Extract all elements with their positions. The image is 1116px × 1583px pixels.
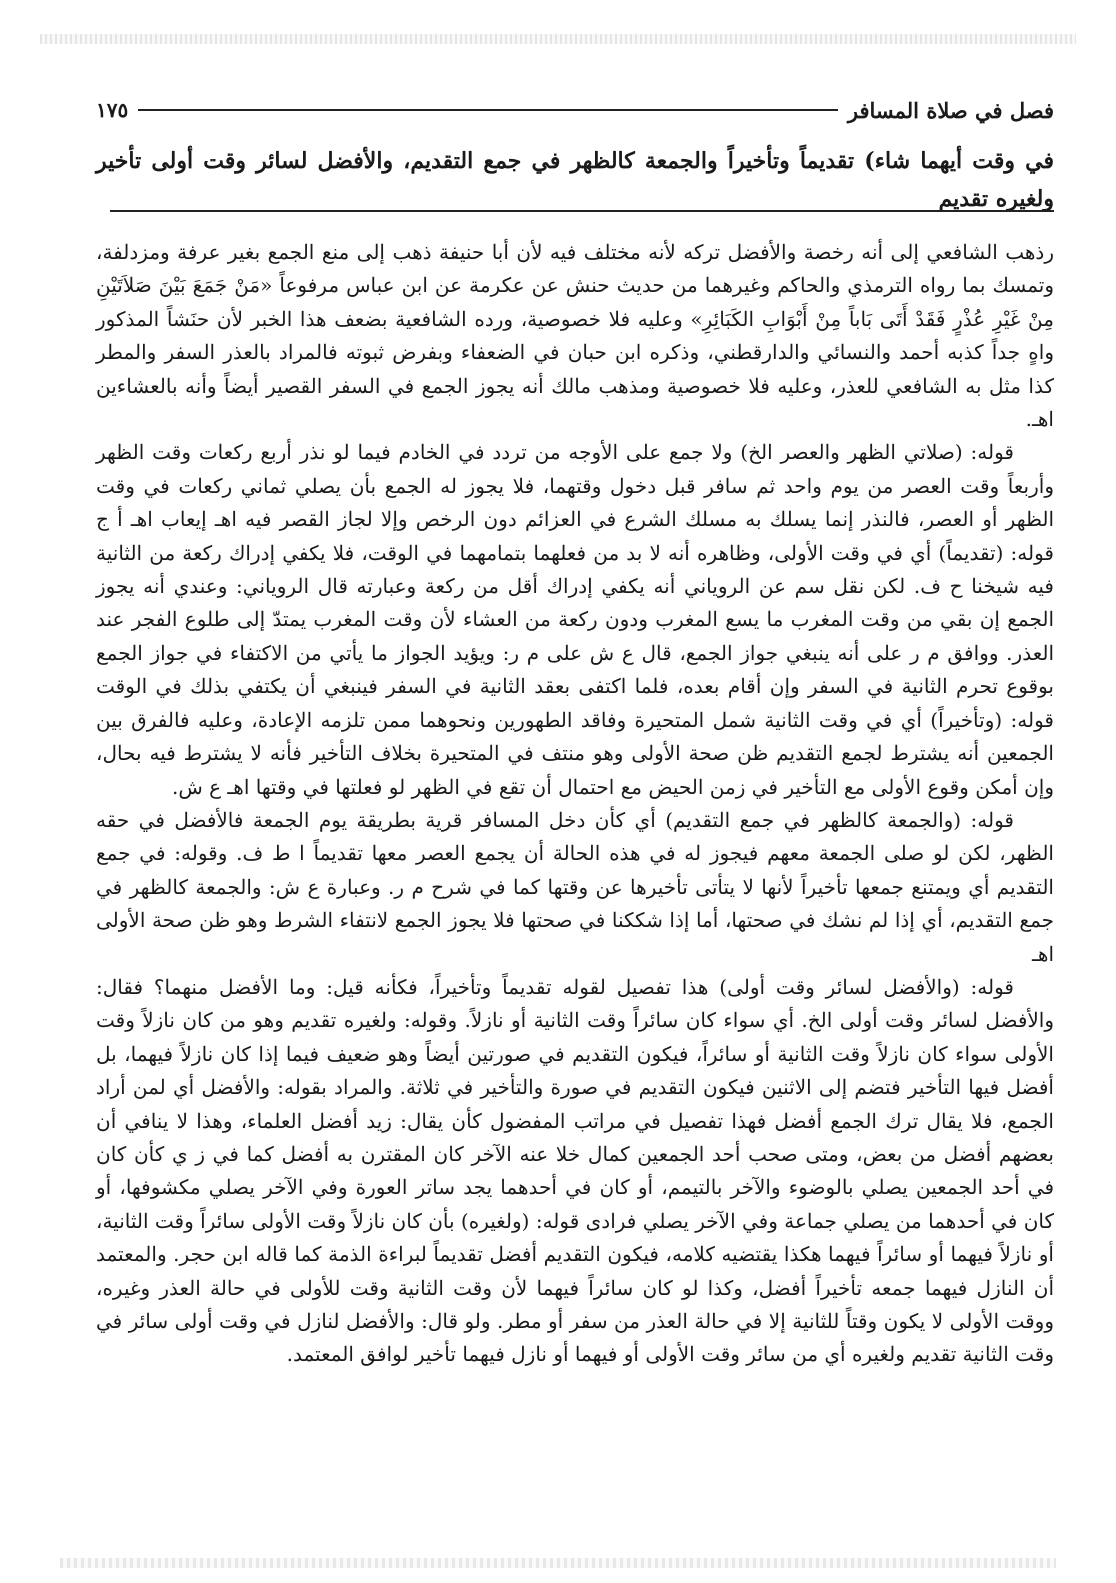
- commentary-paragraph: قوله: (والأفضل لسائر وقت أولى) هذا تفصيل لقوله تقديماً وتأخيراً، فكأنه قيل: وما الأفضل منهما؟ فقال: والأفضل لسائر وقت أولى الخ. أي سواء كان سائراً وقت الثانية أو نازلاً. وقوله: ولغيره تقديم وهو من كان نازلاً وقت الأولى سواء كان نازلاً وقت الثانية أو سائراً، فيكون التقديم في صورتين أيضاً وهو ضعيف فيما إذا كان نازلاً فيهما، بل أفضل فيها التأخير فتضم إلى الاثنين فيكون التقديم في صورة والتأخير في ثلاثة. والمراد بقوله: والأفضل أي لمن أراد الجمع، فلا يقال ترك الجمع أفضل فهذا تفصيل في مراتب المفضول كأن يقال: زيد أفضل العلماء، وهذا لا ينافي أن بعضهم أفضل من بعض، ومتى صحب أحد الجمعين كمال خلا عنه الآخر كان المقترن به أفضل كما في ز ي كأن كان في أحد الجمعين يصلي بالوضوء والآخر بالتيمم، أو كان في أحدهما يجد ساتر العورة وفي الآخر يصلي مكشوفها، أو كان في أحدهما من يصلي جماعة وفي الآخر يصلي فرادى قوله: (ولغيره) بأن كان نازلاً وقت الأولى سائراً وقت الثانية، أو نازلاً فيهما أو سائراً فيهما هكذا يقتضيه كلامه، فيكون التقديم أفضل تقديماً لبراءة الذمة كما قاله ابن حجر. والمعتمد أن النازل فيهما جمعه تأخيراً أفضل، وكذا لو كان سائراً فيهما لأن وقت الثانية وقت للأولى في حالة العذر وغيره، ووقت الأولى لا يكون وقتاً للثانية إلا في حالة العذر من سفر أو مطر. ولو قال: والأفضل لنازل في وقت أولى سائر في وقت الثانية تقديم ولغيره أي من سائر وقت الأولى أو فيهما أو نازل فيهما تأخير لوافق المعتمد.: [96, 974, 1055, 1367]
- scan-edge-top: [40, 34, 1076, 44]
- scan-edge-bottom: [60, 1558, 1056, 1568]
- main-text-divider: [110, 210, 1054, 212]
- page-number: ١٧٥: [96, 98, 129, 122]
- main-text: في وقت أيهما شاء) تقديماً وتأخيراً والجمعة كالظهر في جمع التقديم، والأفضل لسائر وقت أولى تأخير ولغيره تقديم: [96, 148, 1054, 212]
- commentary-paragraph: رذهب الشافعي إلى أنه رخصة والأفضل تركه لأنه مختلف فيه لأن أبا حنيفة ذهب إلى منع الجمع بغير عرفة ومزدلفة، وتمسك بما رواه الترمذي والحاكم وغيرهما من حديث حنش عن عكرمة عن ابن عباس مرفوعاً «مَنْ جَمَعَ بَيْنَ صَلاَتَيْنِ مِنْ غَيْرِ عُذْرٍ فَقَدْ أَتَى بَاباً مِنْ أَبْوَابِ الكَبَائِرِ» وعليه فلا خصوصية، ورده الشافعية بضعف هذا الخبر لأن حنَشاً المذكور واهٍ جداً كذبه أحمد والنسائي والدارقطني، وذكره ابن حبان في الضعفاء وبفرض ثبوته فالمراد بالعذر السفر والمطر كذا مثل به الشافعي للعذر، وعليه فلا خصوصية ومذهب مالك أنه يجوز الجمع في السفر القصير أيضاً وأنه بالعشاءين اهـ.: [96, 240, 1054, 432]
- commentary-paragraph: قوله: (والجمعة كالظهر في جمع التقديم) أي كأن دخل المسافر قرية بطريقة يوم الجمعة فالأفضل في حقه الظهر، لكن لو صلى الجمعة معهم فيجوز له في هذه الحالة أن يجمع العصر معها تقديماً ا ط ف. وقوله: في جمع التقديم أي ويمتنع جمعها تأخيراً لأنها لا يتأتى تأخيرها عن وقتها كما في شرح م ر. وعبارة ع ش: والجمعة كالظهر في جمع التقديم، أي إذا لم نشك في صحتها، أما إذا شككنا في صحتها فلا يجوز الجمع لانتفاء الشرط وهو ظن صحة الأولى اهـ: [96, 807, 1054, 966]
- commentary-paragraph: قوله: (صلاتي الظهر والعصر الخ) ولا جمع على الأوجه من تردد في الخادم فيما لو نذر أربع ركعات وقت الظهر وأربعاً وقت العصر من يوم واحد ثم سافر قبل دخول وقتهما، فلا يجوز له الجمع بأن يصلي ثماني ركعات في وقت الظهر أو العصر، فالنذر إنما يسلك به مسلك الشرع في العزائم دون الرخص وإلا لجاز القصر فيه اهـ إيعاب اهـ أ ج قوله: (تقديماً) أي في وقت الأولى، وظاهره أنه لا بد من فعلهما بتمامهما في الوقت، فلا يكفي إدراك ركعة من الثانية فيه شيخنا ح ف. لكن نقل سم عن الروياني أنه يكفي إدراك أقل من ركعة وعبارته قال الروياني: وعندي أنه يجوز الجمع إن بقي من وقت المغرب ما يسع المغرب ودون ركعة من العشاء لأن وقت المغرب يمتدّ إلى طلوع الفجر عند العذر. ووافق م ر على أنه ينبغي جواز الجمع، قال ع ش على م ر: ويؤيد الجواز ما يأتي من الاكتفاء في جواز الجمع بوقوع تحرم الثانية في السفر وإن أقام بعده، فلما اكتفى بعقد الثانية في السفر فينبغي أن يكتفي بذلك في الوقت قوله: (وتأخيراً) أي في وقت الثانية شمل المتحيرة وفاقد الطهورين ونحوهما ممن تلزمه الإعادة، وعليه فالفرق بين الجمعين أنه يشترط لجمع التقديم ظن صحة الأولى وهو منتف في المتحيرة بخلاف التأخير فأنه لا يشترط فيه بحال، وإن أمكن وقوع الأولى مع التأخير في زمن الحيض مع احتمال أن تقع في الظهر لو فعلتها في وقتها اهـ ع ش.: [96, 440, 1055, 799]
- commentary: [96, 236, 1054, 1372]
- header-rule: [138, 109, 838, 111]
- running-header: [96, 92, 1054, 128]
- chapter-title: فصل في صلاة المسافر: [847, 97, 1054, 123]
